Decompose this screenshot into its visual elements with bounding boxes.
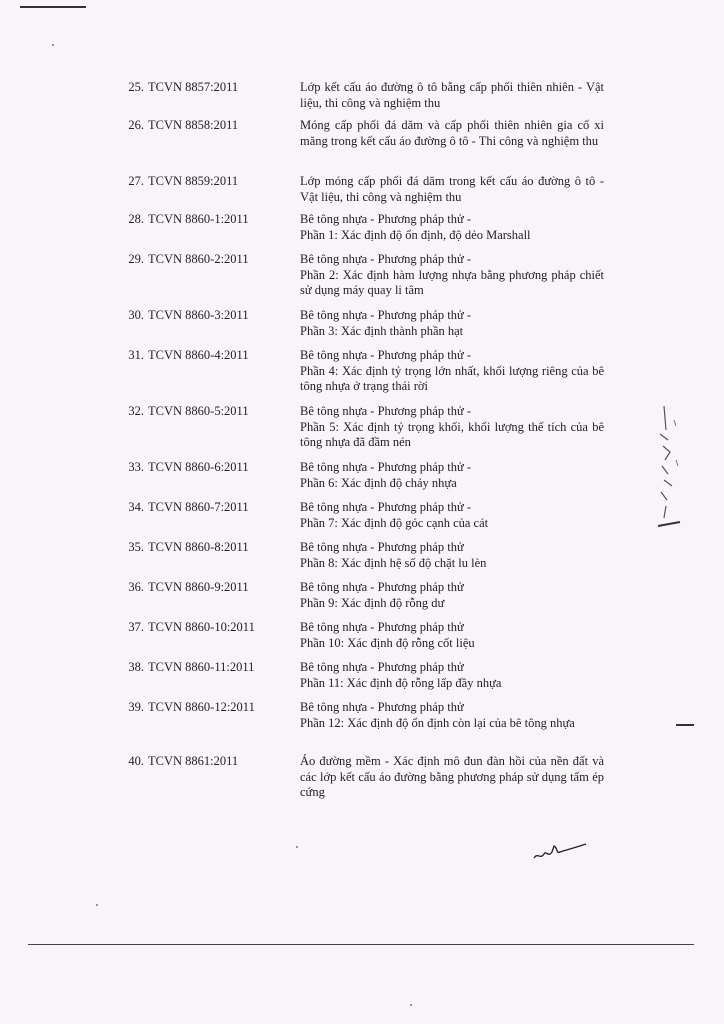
title-line: Phần 2: Xác định hàm lượng nhựa bằng phương pháp chiết sử dụng máy quay li tâm xyxy=(300,267,604,297)
speck xyxy=(296,846,298,848)
standard-code: TCVN 8860-10:2011 xyxy=(148,620,255,634)
item-number: 37. xyxy=(128,620,144,634)
standard-code: TCVN 8860-7:2011 xyxy=(148,500,249,514)
bottom-rule xyxy=(28,944,694,945)
standard-item xyxy=(108,212,604,243)
standard-item xyxy=(108,540,604,571)
standard-title xyxy=(300,252,604,299)
title-line: Móng cấp phối đá dăm và cấp phối thiên nhiên gia cố xi măng trong kết cấu áo đường ô tô - Thi công và nghiệm thu xyxy=(300,118,604,148)
title-line: Bê tông nhựa - Phương pháp thử xyxy=(300,580,464,594)
title-line: Bê tông nhựa - Phương pháp thử - xyxy=(300,252,472,266)
standard-title xyxy=(300,174,604,205)
item-number: 30. xyxy=(128,308,144,322)
title-line: Áo đường mềm - Xác định mô đun đàn hồi của nền đất và các lớp kết cấu áo đường bằng phương pháp sử dụng tấm ép cứng xyxy=(300,754,604,799)
item-number: 26. xyxy=(128,118,144,132)
standard-item xyxy=(108,404,604,451)
item-number: 27. xyxy=(128,174,144,188)
standard-title xyxy=(300,404,604,451)
title-line: Bê tông nhựa - Phương pháp thử - xyxy=(300,404,472,418)
standard-item xyxy=(108,500,604,531)
standard-code: TCVN 8858:2011 xyxy=(148,118,239,132)
standard-item xyxy=(108,348,604,395)
speck xyxy=(96,904,98,906)
item-number: 33. xyxy=(128,460,144,474)
standard-item xyxy=(108,580,604,611)
standard-title xyxy=(300,212,604,243)
standard-code: TCVN 8860-11:2011 xyxy=(148,660,255,674)
title-line: Bê tông nhựa - Phương pháp thử xyxy=(300,700,464,714)
item-number: 28. xyxy=(128,212,144,226)
title-line: Phần 9: Xác định độ rỗng dư xyxy=(300,595,445,610)
standard-title xyxy=(300,754,604,801)
item-number: 40. xyxy=(128,754,144,768)
standard-item xyxy=(108,252,604,299)
standard-code: TCVN 8860-4:2011 xyxy=(148,348,249,362)
title-line: Bê tông nhựa - Phương pháp thử - xyxy=(300,212,472,226)
speck xyxy=(52,44,54,46)
standard-code: TCVN 8860-1:2011 xyxy=(148,212,249,226)
standard-title xyxy=(300,700,604,731)
title-line: Phần 1: Xác định độ ổn định, độ dẻo Marshall xyxy=(300,227,531,242)
standard-title xyxy=(300,348,604,395)
title-line: Phần 7: Xác định độ góc cạnh của cát xyxy=(300,515,489,530)
title-line: Bê tông nhựa - Phương pháp thử xyxy=(300,620,464,634)
standard-code: TCVN 8860-12:2011 xyxy=(148,700,255,714)
standard-code: TCVN 8860-2:2011 xyxy=(148,252,249,266)
standard-item xyxy=(108,620,604,651)
title-line: Lớp kết cấu áo đường ô tô bằng cấp phối thiên nhiên - Vật liệu, thi công và nghiệm thu xyxy=(300,80,604,110)
standard-item xyxy=(108,80,604,111)
standard-code: TCVN 8860-9:2011 xyxy=(148,580,249,594)
item-number: 31. xyxy=(128,348,144,362)
title-line: Bê tông nhựa - Phương pháp thử - xyxy=(300,348,472,362)
standard-code: TCVN 8857:2011 xyxy=(148,80,239,94)
title-line: Phần 5: Xác định tỷ trọng khối, khối lượng thể tích của bê tông nhựa đã đầm nén xyxy=(300,419,604,449)
title-line: Bê tông nhựa - Phương pháp thử - xyxy=(300,460,472,474)
item-number: 39. xyxy=(128,700,144,714)
title-line: Phần 8: Xác định hệ số độ chặt lu lèn xyxy=(300,555,487,570)
standard-code: TCVN 8860-3:2011 xyxy=(148,308,249,322)
title-line: Bê tông nhựa - Phương pháp thử - xyxy=(300,308,472,322)
standard-title xyxy=(300,80,604,111)
item-number: 29. xyxy=(128,252,144,266)
title-line: Phần 11: Xác định độ rỗng lấp đầy nhựa xyxy=(300,675,502,690)
standard-item xyxy=(108,118,604,149)
top-left-rule xyxy=(20,6,86,8)
item-number: 34. xyxy=(128,500,144,514)
title-line: Phần 12: Xác định độ ổn định còn lại của bê tông nhựa xyxy=(300,715,575,730)
standard-item xyxy=(108,174,604,205)
standard-item xyxy=(108,460,604,491)
title-line: Phần 10: Xác định độ rỗng cốt liệu xyxy=(300,635,475,650)
standard-title xyxy=(300,460,604,491)
speck xyxy=(410,1004,412,1006)
item-number: 36. xyxy=(128,580,144,594)
standard-title xyxy=(300,500,604,531)
title-line: Phần 3: Xác định thành phần hạt xyxy=(300,323,464,338)
standard-item xyxy=(108,754,604,801)
standard-code: TCVN 8861:2011 xyxy=(148,754,239,768)
title-line: Lớp móng cấp phối đá dăm trong kết cấu áo đường ô tô - Vật liệu, thi công và nghiệm thu xyxy=(300,174,604,204)
standard-title xyxy=(300,580,604,611)
standard-item xyxy=(108,308,604,339)
standard-code: TCVN 8860-8:2011 xyxy=(148,540,249,554)
signature-mark xyxy=(530,840,590,864)
item-number: 38. xyxy=(128,660,144,674)
side-dash-mark xyxy=(676,724,694,726)
standard-code: TCVN 8860-5:2011 xyxy=(148,404,249,418)
standard-title xyxy=(300,308,604,339)
standard-code: TCVN 8859:2011 xyxy=(148,174,239,188)
margin-stamp-mark xyxy=(654,400,684,532)
title-line: Phần 4: Xác định tỷ trọng lớn nhất, khối lượng riêng của bê tông nhựa ở trạng thái rời xyxy=(300,363,604,393)
title-line: Phần 6: Xác định độ chảy nhựa xyxy=(300,475,457,490)
standard-item xyxy=(108,700,604,731)
standard-title xyxy=(300,620,604,651)
item-number: 35. xyxy=(128,540,144,554)
standard-title xyxy=(300,540,604,571)
standard-code: TCVN 8860-6:2011 xyxy=(148,460,249,474)
standard-title xyxy=(300,118,604,149)
title-line: Bê tông nhựa - Phương pháp thử xyxy=(300,660,464,674)
standard-item xyxy=(108,660,604,691)
item-number: 25. xyxy=(128,80,144,94)
item-number: 32. xyxy=(128,404,144,418)
title-line: Bê tông nhựa - Phương pháp thử - xyxy=(300,500,472,514)
title-line: Bê tông nhựa - Phương pháp thử xyxy=(300,540,464,554)
standard-title xyxy=(300,660,604,691)
